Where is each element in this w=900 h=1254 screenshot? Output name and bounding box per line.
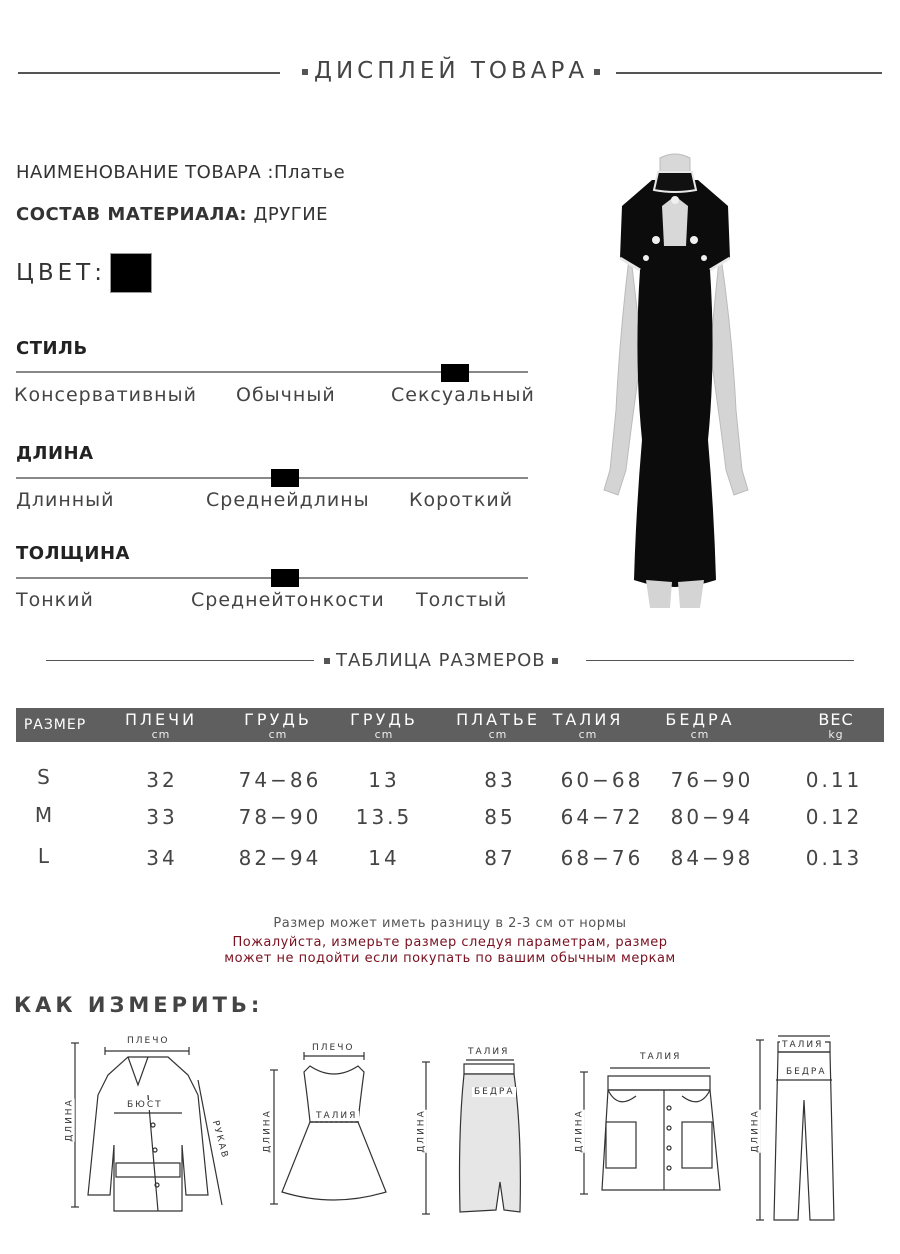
jacket-length-label: ДЛИНА [64, 1098, 75, 1142]
scale-label-right: Толстый [416, 589, 508, 611]
col-weight: ВЕС kg [818, 710, 854, 741]
col-hips: БЕДРА cm [665, 710, 735, 741]
cell: 13.5 [355, 805, 413, 829]
jacket-sleeve-label: РУКАВ [209, 1119, 230, 1161]
shorts-diagram [574, 1060, 734, 1200]
cell: 85 [484, 805, 516, 829]
cell: 60−68 [560, 768, 644, 792]
scale-label-left: Тонкий [16, 589, 94, 611]
scale-label-right: Сексуальный [391, 384, 535, 406]
cell: 34 [146, 846, 178, 870]
col-bust-2: ГРУДЬ cm [350, 710, 418, 741]
size-table-title: ТАБЛИЦА РАЗМЕРОВ [318, 650, 564, 671]
bullet-icon [302, 69, 308, 75]
color-label: ЦВЕТ: [16, 260, 106, 286]
size-warning-line2: может не подойти если покупать по вашим обычным меркам [224, 951, 676, 966]
bullet-icon [552, 658, 558, 664]
cell: 82−94 [238, 846, 322, 870]
cell-size: S [37, 765, 53, 789]
pants-hips-label: БЕДРА [786, 1067, 827, 1077]
skirt-length-label: ДЛИНА [416, 1109, 427, 1153]
skirt-waist-label: ТАЛИЯ [468, 1047, 510, 1057]
cell: 14 [368, 846, 400, 870]
scale-marker [271, 569, 299, 587]
scale-label-mid: Обычный [236, 384, 336, 406]
col-bust: ГРУДЬ cm [244, 710, 312, 741]
bullet-icon [324, 658, 330, 664]
scale-title: ДЛИНА [16, 443, 94, 464]
cell: 68−76 [560, 846, 644, 870]
page-title: ДИСПЛЕЙ ТОВАРА [296, 58, 606, 84]
cell: 0.11 [805, 768, 863, 792]
size-table-header [16, 708, 884, 742]
size-rule-right [586, 660, 854, 661]
pants-waist-label: ТАЛИЯ [782, 1040, 824, 1050]
col-dress: ПЛАТЬЕ cm [456, 710, 540, 741]
dress-shoulder-label: ПЛЕЧО [312, 1043, 355, 1053]
cell: 32 [146, 768, 178, 792]
scale-marker [441, 364, 469, 382]
product-material [16, 204, 328, 225]
cell: 84−98 [670, 846, 754, 870]
bullet-icon [594, 69, 600, 75]
col-shoulders: ПЛЕЧИ cm [124, 710, 198, 741]
product-name: НАИМЕНОВАНИЕ ТОВАРА :Платье [16, 162, 346, 183]
scale-label-mid: Среднейтонкости [191, 589, 385, 611]
dress-length-label: ДЛИНА [262, 1109, 273, 1153]
cell: 78−90 [238, 805, 322, 829]
product-photo [590, 150, 760, 608]
cell: 33 [146, 805, 178, 829]
cell: 74−86 [238, 768, 322, 792]
skirt-diagram [416, 1052, 536, 1222]
pants-length-label: ДЛИНА [750, 1109, 761, 1153]
cell-size: L [37, 844, 53, 868]
col-size: РАЗМЕР [23, 717, 87, 733]
jacket-shoulder-label: ПЛЕЧО [127, 1036, 170, 1046]
scale-marker [271, 469, 299, 487]
cell: 0.13 [805, 846, 863, 870]
cell: 13 [368, 768, 400, 792]
jacket-bust-label: БЮСТ [127, 1100, 163, 1110]
material-value: ДРУГИЕ [253, 204, 329, 225]
cell: 83 [484, 768, 516, 792]
cell-size: M [34, 803, 56, 827]
size-note: Размер может иметь разницу в 2-3 см от нормы [273, 916, 627, 931]
cell: 87 [484, 846, 516, 870]
shorts-waist-label: ТАЛИЯ [640, 1052, 682, 1062]
color-swatch [110, 253, 152, 293]
skirt-hips-label: БЕДРА [474, 1087, 515, 1097]
header-rule-right [616, 72, 882, 74]
scale-title: ТОЛЩИНА [16, 543, 130, 564]
scale-label-left: Длинный [16, 489, 115, 511]
scale-label-right: Короткий [409, 489, 514, 511]
cell: 64−72 [560, 805, 644, 829]
cell: 76−90 [670, 768, 754, 792]
cell: 0.12 [805, 805, 863, 829]
size-rule-left [46, 660, 314, 661]
dress-diagram [262, 1042, 402, 1212]
dress-waist-label: ТАЛИЯ [316, 1111, 358, 1121]
scale-label-left: Консервативный [14, 384, 197, 406]
shorts-length-label: ДЛИНА [574, 1109, 585, 1153]
how-to-measure-title: КАК ИЗМЕРИТЬ: [14, 993, 264, 1017]
header-rule-left [18, 72, 280, 74]
scale-title: СТИЛЬ [16, 338, 88, 359]
cell: 80−94 [670, 805, 754, 829]
scale-label-mid: Среднейдлины [206, 489, 370, 511]
col-waist: ТАЛИЯ cm [552, 710, 624, 741]
size-warning-line1: Пожалуйста, измерьте размер следуя параметрам, размер [232, 935, 668, 950]
material-label: СОСТАВ МАТЕРИАЛА: [16, 204, 248, 225]
pants-diagram [750, 1030, 850, 1226]
